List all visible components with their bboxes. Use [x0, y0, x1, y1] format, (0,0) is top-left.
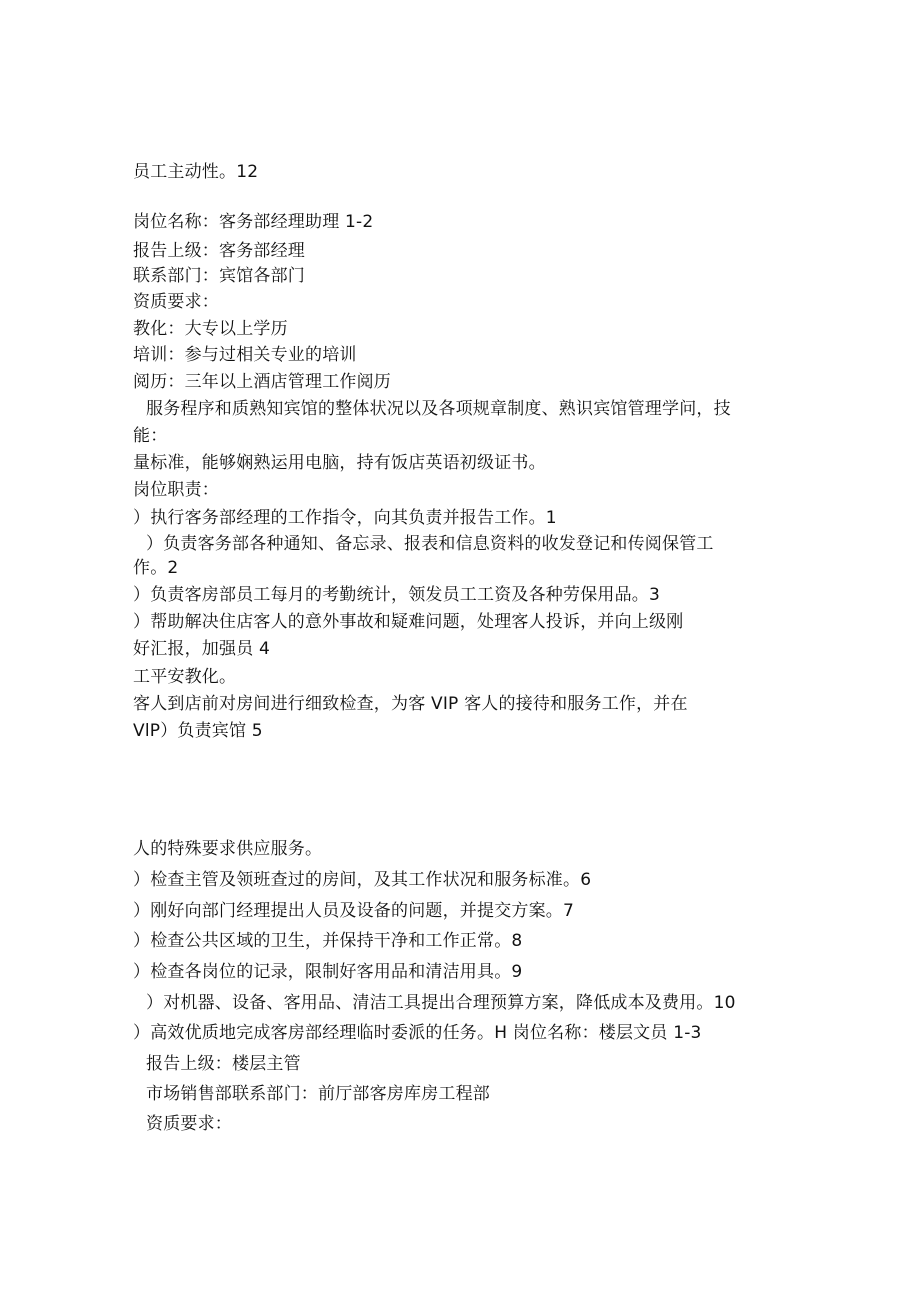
text-line: 资质要求： [146, 1114, 232, 1134]
text-line: 岗位职责： [133, 480, 219, 500]
text-line: ）检查公共区域的卫生，并保持干净和工作正常。8 [133, 931, 523, 951]
text-line: ）负责客务部各种通知、备忘录、报表和信息资料的收发登记和传阅保管工 [146, 534, 714, 554]
text-line: ）检查各岗位的记录，限制好客用品和清洁用具。9 [133, 962, 523, 982]
text-line: 培训：参与过相关专业的培训 [133, 345, 357, 365]
text-line: 工平安教化。 [133, 667, 237, 687]
text-line: 资质要求： [133, 292, 219, 312]
text-line: ）刚好向部门经理提出人员及设备的问题，并提交方案。7 [133, 901, 575, 921]
text-line: 作。2 [133, 558, 179, 578]
text-line: 联系部门：宾馆各部门 [133, 266, 305, 286]
text-line: ）帮助解决住店客人的意外事故和疑难问题，处理客人投诉，并向上级刚 [133, 612, 684, 632]
text-line: 阅历：三年以上酒店管理工作阅历 [133, 372, 391, 392]
text-line: ）高效优质地完成客房部经理临时委派的任务。H 岗位名称：楼层文员 1-3 [133, 1023, 702, 1043]
text-line: 教化：大专以上学历 [133, 319, 288, 339]
text-line: VlP）负责宾馆 5 [133, 721, 263, 741]
text-line: 量标准，能够娴熟运用电脑，持有饭店英语初级证书。 [133, 453, 546, 473]
text-line: ）负责客房部员工每月的考勤统计，领发员工工资及各种劳保用品。3 [133, 585, 661, 605]
text-line: 服务程序和质熟知宾馆的整体状况以及各项规章制度、熟识宾馆管理学问，技 [146, 399, 731, 419]
text-line: 员工主动性。12 [133, 162, 259, 182]
text-line: 市场销售部联系部门：前厅部客房库房工程部 [146, 1084, 490, 1104]
text-line: 能： [133, 426, 168, 446]
text-line: ）检查主管及领班查过的房间，及其工作状况和服务标准。6 [133, 870, 592, 890]
text-line: ）执行客务部经理的工作指令，向其负责并报告工作。1 [133, 508, 557, 528]
text-line: 好汇报，加强员 4 [133, 639, 271, 659]
text-line: 报告上级：客务部经理 [133, 241, 305, 261]
text-line: 人的特殊要求供应服务。 [133, 839, 323, 859]
text-line: 报告上级：楼层主管 [146, 1054, 301, 1074]
text-line: ）对机器、设备、客用品、清洁工具提出合理预算方案，降低成本及费用。10 [146, 993, 736, 1013]
text-line: 客人到店前对房间进行细致检查，为客 VIP 客人的接待和服务工作，并在 [133, 694, 688, 714]
text-line: 岗位名称：客务部经理助理 1-2 [133, 212, 374, 232]
